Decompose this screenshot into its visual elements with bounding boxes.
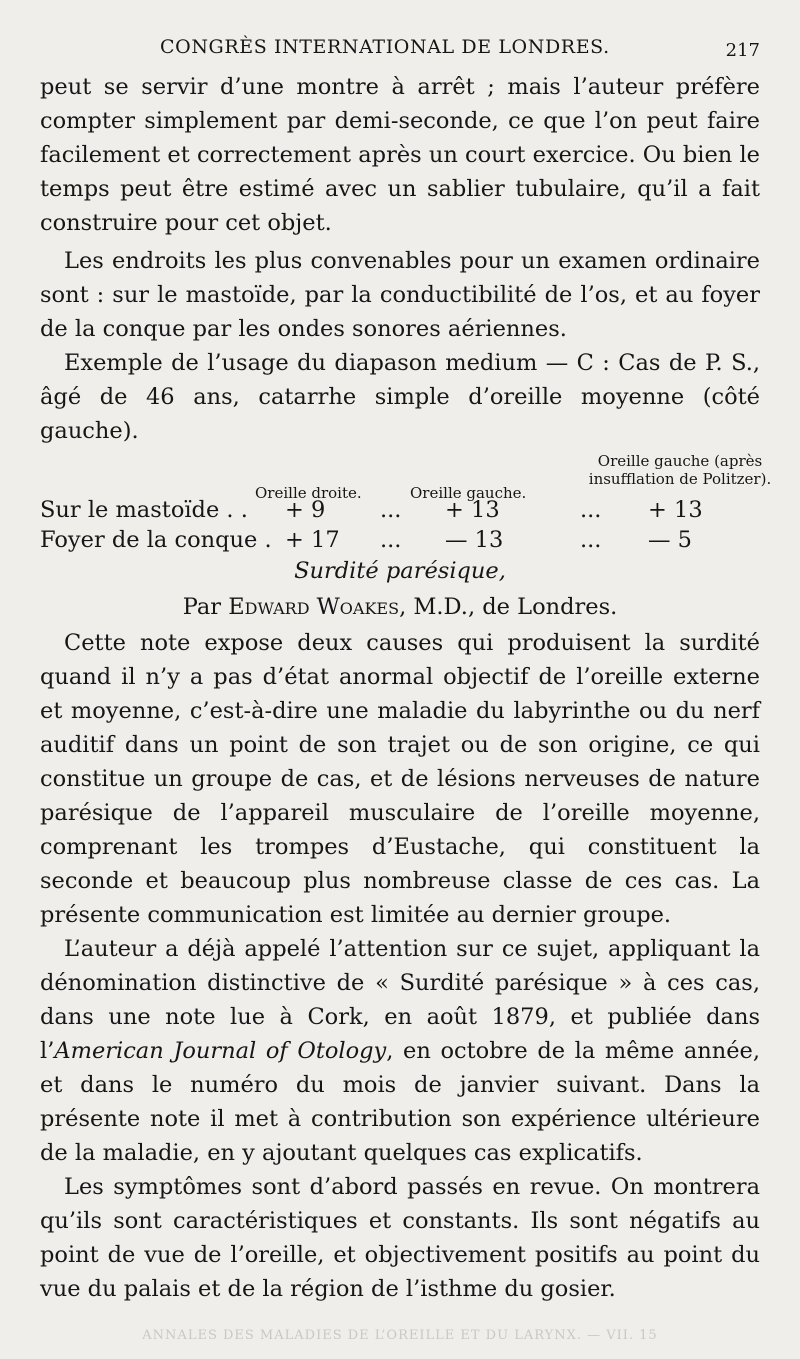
column-header-right-ear: Oreille droite.: [255, 484, 362, 502]
dots: ...: [580, 527, 602, 553]
table-row: [40, 524, 760, 556]
paragraph: peut se servir d’une montre à arrêt ; mais l’auteur préfère compter simplement par demi-seconde, ce que l’on peut faire facilement et correctement après un court exercice. Ou bien le temps peut être estimé avec un sablier tubulaire, qu’il a fait construire pour cet objet.: [40, 74, 760, 236]
left-ear-value: — 13: [445, 527, 504, 553]
byline: [40, 588, 760, 626]
after-insufflation-value: + 13: [648, 497, 703, 523]
left-ear-value: + 13: [445, 497, 500, 523]
journal-title: American Journal of Otology: [54, 1038, 387, 1064]
running-header: [40, 36, 760, 66]
column-header-left-ear: Oreille gauche.: [410, 484, 527, 502]
page-number: 217: [725, 40, 760, 61]
table-note: Oreille gauche (après insufflation de Politzer).: [588, 452, 772, 488]
dots: ...: [380, 527, 402, 553]
dots: ...: [380, 497, 402, 523]
paragraph: Les symptômes sont d’abord passés en revue. On montrera qu’ils sont caractéristiques et constants. Ils sont négatifs au point de vue de l’oreille, et objectivement positifs au point du vue du palais et de la région de l’isthme du gosier.: [40, 1174, 760, 1302]
audiometry-table: [40, 452, 772, 553]
after-insufflation-value: — 5: [648, 527, 692, 553]
byline-suffix: , M.D., de Londres.: [399, 594, 618, 620]
body-text: [40, 70, 772, 1306]
paragraph: [40, 932, 760, 1170]
show-through-footer: ANNALES DES MALADIES DE L’OREILLE ET DU LARYNX. — VII. 15: [142, 1328, 658, 1343]
table-row: [40, 494, 760, 526]
paragraph: Exemple de l’usage du diapason medium — C : Cas de P. S., âgé de 46 ans, catarrhe simple d’oreille moyenne (côté gauche).: [40, 350, 760, 444]
right-ear-value: + 17: [285, 527, 340, 553]
dots: ...: [580, 497, 602, 523]
paragraph: Cette note expose deux causes qui produisent la surdité quand il n’y a pas d’état anormal objectif de l’oreille externe et moyenne, c’est-à-dire une maladie du labyrinthe ou du nerf auditif dans un point de son trajet ou de son origine, ce qui constitue un groupe de cas, et de lésions nerveuses de nature parésique de l’appareil musculaire de l’oreille moyenne, comprenant les trompes d’Eustache, qui constituent la seconde et beaucoup plus nombreuse classe de ces cas. La présente communication est limitée au dernier groupe.: [40, 630, 760, 928]
paragraph: Les endroits les plus convenables pour un examen ordinaire sont : sur le mastoïde, par la conductibilité de l’os, et au foyer de la conque par les ondes sonores aériennes.: [40, 248, 760, 342]
paragraph-text: , en octobre de la même année, et dans le numéro du mois de janvier suivant. Dans la présente note il met à contribution son expérience ultérieure de la maladie, en y ajoutant quelques cas explicatifs.: [40, 1038, 761, 1166]
row-label: Foyer de la conque .: [40, 527, 272, 553]
running-title: CONGRÈS INTERNATIONAL DE LONDRES.: [160, 36, 610, 58]
paragraph-text: L’auteur a déjà appelé l’attention sur ce sujet, appliquant la dénomination distinctive de « Surdité parésique » à ces cas, dans une note lue à Cork, en août 1879, et publiée dans l’: [40, 936, 760, 1064]
author-name: Edward Woakes: [228, 594, 400, 620]
row-label: Sur le mastoïde . .: [40, 497, 248, 523]
byline-prefix: Par: [182, 594, 222, 620]
right-ear-value: + 9: [285, 497, 326, 523]
article-title: Surdité parésique,: [294, 558, 506, 584]
